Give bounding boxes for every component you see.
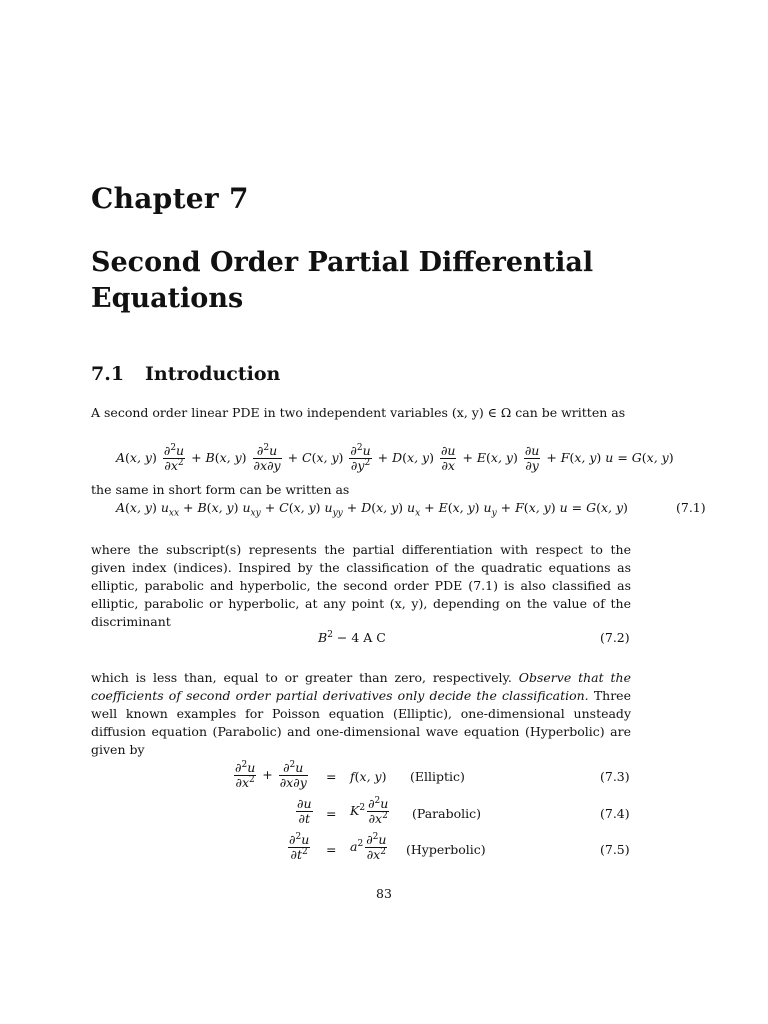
section-heading — [91, 363, 280, 385]
label-elliptic: (Elliptic) — [410, 769, 465, 784]
para2-tail: Three well known examples for Poisson equation (Elliptic), one-dimensional unsteady diffusion equation (Parabolic) and one-dimensional wave equation (Hyperbolic) are given by — [91, 688, 631, 757]
equation-number-7-2: (7.2) — [600, 630, 630, 645]
equals-parabolic: = — [326, 806, 337, 821]
para2-lead: which is less than, equal to or greater than zero, respectively. — [91, 670, 512, 685]
paragraph-classification: where the subscript(s) represents the partial differentiation with respect to the given index (indices). Inspired by the classification of the quadratic equations as elliptic, parabolic and hyperbolic, the second order PDE (7.1) is also classified as elliptic, parabolic or hyperbolic, at any point (x, y), depending on the value of the discriminant — [91, 542, 631, 629]
paragraph-examples — [91, 669, 631, 759]
equals-hyperbolic: = — [326, 842, 337, 857]
equation-elliptic: $\frac{\partial^2u}{\partial x^2}$ + $\frac{\partial^2u}{\partial x\partial y}$ — [235, 759, 307, 790]
rhs-parabolic: $K^2$ $\frac{\partial^2u}{\partial x^2}$ — [350, 795, 389, 826]
intro-text: A second order linear PDE in two independent variables (x, y) ∈ Ω can be written as — [91, 405, 626, 420]
rhs-elliptic: f(x, y) — [350, 769, 387, 784]
pde-full-form: A(x, y) $\frac{\partial^2u}{\partial x^2}$ + B(x, y) $\frac{\partial^2u}{\partial x\partial y}$ + C(x, y) $\frac{\partial^2u}{\partial y^2}$ + D(x, y) $\frac{\partial u}{\partial x}$ + E(x, y) $\frac{\partial u}{\partial y}$ + F(x, y) u = G(x, y) — [116, 442, 674, 473]
short-form-text: the same in short form can be written as — [91, 482, 350, 497]
discriminant-expr: 4 A C — [351, 630, 386, 645]
chapter-title: Second Order Partial Differential Equations — [91, 247, 594, 314]
page-number: 83 — [376, 886, 392, 901]
rhs-hyperbolic: $a^2$ $\frac{\partial^2u}{\partial x^2}$ — [350, 831, 387, 862]
equation-number-7-3: (7.3) — [600, 769, 630, 784]
para2-italic: Observe that the coefficients of second order partial derivatives only decide the classification. — [91, 670, 631, 703]
equation-number-7-5: (7.5) — [600, 842, 630, 857]
equation-number-7-1: (7.1) — [676, 500, 706, 515]
lhs-hyperbolic: $\frac{\partial^2u}{\partial t^2}$ — [289, 831, 310, 862]
label-parabolic: (Parabolic) — [412, 806, 482, 821]
equals-elliptic: = — [326, 769, 337, 784]
section-number: 7.1 — [91, 363, 125, 385]
chapter-heading: Chapter 7 — [91, 182, 249, 215]
pde-short-form: A(x, y) $u_{xx} + B(x$, y) $u_{xy} + C(x$, y) $u_{yy} + D(x$, y) $u_x + E(x$, y) $u_y + F(x$, y) u = G(x, y) — [116, 500, 628, 519]
section-title: Introduction — [145, 363, 281, 385]
label-hyperbolic: (Hyperbolic) — [406, 842, 486, 857]
equation-number-7-4: (7.4) — [600, 806, 630, 821]
discriminant-equation: $B^2 - 4$ A C — [318, 629, 386, 645]
lhs-parabolic: $\frac{\partial u}{\partial t}$ — [297, 796, 312, 826]
